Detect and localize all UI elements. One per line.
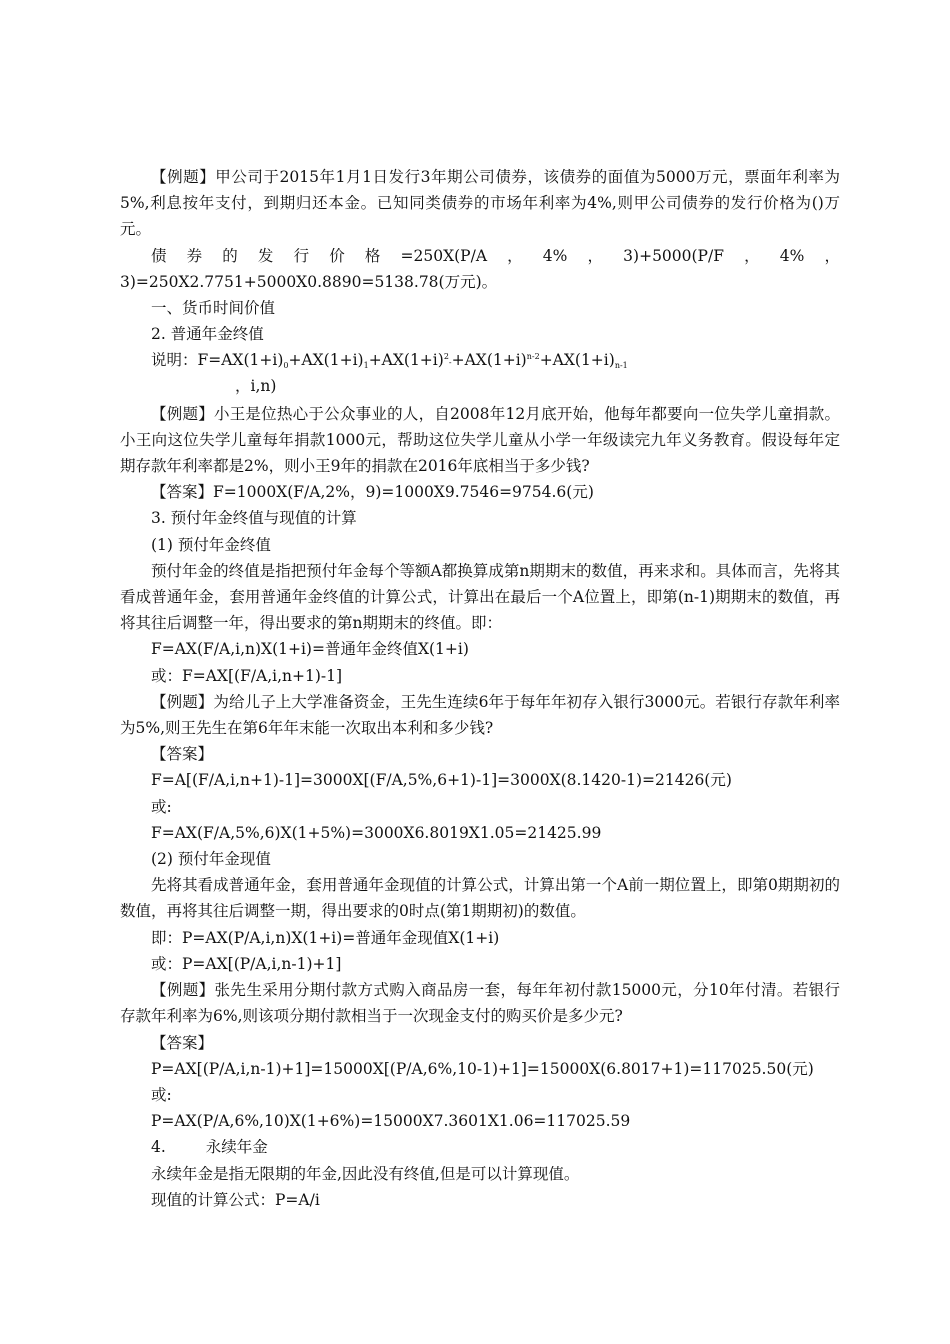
perpetuity-title: 永续年金 bbox=[205, 1138, 268, 1157]
or-label-1: 或: bbox=[151, 797, 172, 816]
subsection-annuity-future-value: 2. 普通年金终值 bbox=[151, 325, 264, 344]
perpetuity-explanation: 永续年金是指无限期的年金,因此没有终值,但是可以计算现值。 bbox=[151, 1164, 580, 1183]
formula-prefix: 说明：F=AX(1+i) bbox=[151, 351, 284, 370]
document-body bbox=[120, 164, 840, 1213]
perpetuity-formula: 现值的计算公式：P=A/i bbox=[151, 1190, 320, 1209]
installment-answer-1: P=AX[(P/A,i,n-1)+1]=15000X[(P/A,6%,10-1)+1]=15000X(6.8017+1)=117025.50(元) bbox=[151, 1059, 814, 1078]
formula-dot: - bbox=[448, 358, 452, 368]
bond-price-answer: 债券的发行价格=250X(P/A，4%，3)+5000(P/F，4%，3)=250X2.7751+5000X0.8890=5138.78(万元)。 bbox=[120, 246, 840, 291]
prepaid-pv-formula-1: 即：P=AX(P/A,i,n)X(1+i)=普通年金现值X(1+i) bbox=[151, 928, 500, 947]
prepaid-present-value-heading: (2) 预付年金现值 bbox=[151, 850, 271, 869]
perpetuity-number: 4. bbox=[151, 1138, 166, 1157]
example-donation-question: 【例题】小王是位热心于公众事业的人，自2008年12月底开始，他每年都要向一位失学儿童捐款。小王向这位失学儿童每年捐款1000元，帮助这位失学儿童从小学一年级读完九年义务教育。假设每年定期存款年利率都是2%，则小王9年的捐款在2016年底相当于多少钱? bbox=[120, 404, 840, 476]
or-label-2: 或: bbox=[151, 1085, 172, 1104]
annuity-formula-line bbox=[120, 347, 840, 376]
installment-answer-2: P=AX(P/A,6%,10)X(1+6%)=15000X7.3601X1.06=117025.59 bbox=[151, 1112, 631, 1131]
formula-term-2: +AX(1+i) bbox=[368, 351, 444, 370]
formula-sup-2: 2 bbox=[443, 352, 449, 362]
tuition-answer-1: F=A[(F/A,i,n+1)-1]=3000X[(F/A,5%,6+1)-1]=3000X(8.1420-1)=21426(元) bbox=[151, 771, 732, 790]
answer-label-1: 【答案】 bbox=[151, 745, 214, 764]
example-bond-question: 【例题】甲公司于2015年1月1日发行3年期公司债券，该债券的面值为5000万元，票面年利率为5%,利息按年支付，到期归还本金。已知同类债券的市场年利率为4%,则甲公司债券的发行价格为()万元。 bbox=[120, 168, 840, 239]
donation-answer: 【答案】F=1000X(F/A,2%，9)=1000X9.7546=9754.6(元) bbox=[151, 483, 594, 502]
annuity-formula-line-2: ，i,n) bbox=[235, 376, 277, 395]
formula-sub-1: 1 bbox=[363, 361, 369, 371]
example-tuition-question: 【例题】为给儿子上大学准备资金，王先生连续6年于每年年初存入银行3000元。若银行存款年利率为5%,则王先生在第6年年末能一次取出本利和多少钱? bbox=[120, 692, 840, 738]
formula-term-4: +AX(1+i) bbox=[539, 351, 615, 370]
prepaid-future-value-heading: (1) 预付年金终值 bbox=[151, 535, 271, 554]
formula-term-3: +AX(1+i) bbox=[451, 351, 527, 370]
formula-term-1: +AX(1+i) bbox=[288, 351, 364, 370]
prepaid-fv-formula-1: F=AX(F/A,i,n)X(1+i)=普通年金终值X(1+i) bbox=[151, 640, 469, 659]
prepaid-present-value-explanation: 先将其看成普通年金，套用普通年金现值的计算公式，计算出第一个A前一期位置上，即第0期期初的数值，再将其往后调整一期，得出要求的0时点(第1期期初)的数值。 bbox=[120, 876, 840, 921]
section-heading-time-value: 一、货币时间价值 bbox=[151, 299, 276, 318]
formula-sup-n2: n-2 bbox=[526, 352, 540, 362]
prepaid-future-value-explanation: 预付年金的终值是指把预付年金每个等额A都换算成第n期期末的数值，再来求和。具体而言，先将其看成普通年金，套用普通年金终值的计算公式，计算出在最后一个A位置上，即第(n-1)期期末的数值，再将其往后调整一年，得出要求的第n期期末的终值。即： bbox=[120, 561, 840, 633]
subsection-perpetuity bbox=[120, 1134, 840, 1160]
example-installment-question: 【例题】张先生采用分期付款方式购入商品房一套，每年年初付款15000元，分10年付清。若银行存款年利率为6%,则该项分期付款相当于一次现金支付的购买价是多少元? bbox=[120, 981, 840, 1026]
prepaid-fv-formula-2: 或：F=AX[(F/A,i,n+1)-1] bbox=[151, 666, 343, 685]
formula-sub-0: 0 bbox=[283, 361, 289, 371]
formula-sub-n1: n-1 bbox=[614, 361, 628, 371]
subsection-prepaid-annuity: 3. 预付年金终值与现值的计算 bbox=[151, 509, 357, 528]
prepaid-pv-formula-2: 或：P=AX[(P/A,i,n-1)+1] bbox=[151, 954, 342, 973]
tuition-answer-2: F=AX(F/A,5%,6)X(1+5%)=3000X6.8019X1.05=21425.99 bbox=[151, 823, 602, 842]
answer-label-2: 【答案】 bbox=[151, 1033, 214, 1052]
